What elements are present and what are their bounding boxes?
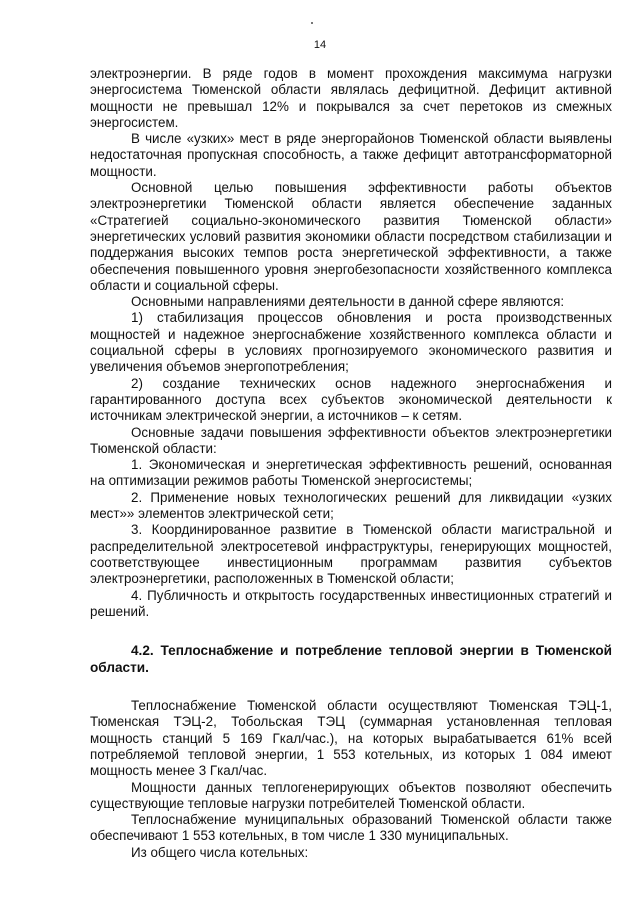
paragraph: Основные задачи повышения эффективности объектов электроэнергетики Тюменской области:: [90, 424, 612, 456]
paragraph: электроэнергии. В ряде годов в момент прохождения максимума нагрузки энергосистема Тюменской области являлась дефицитной. Дефицит активной мощности не превышал 12% и покрывался за счет перетоков из смежных энергосистем.: [90, 66, 612, 130]
list-item: 2. Применение новых технологических решений для ликвидации «узких мест»» элементов электрической сети;: [90, 489, 612, 522]
paragraph: Мощности данных теплогенерирующих объектов позволяют обеспечить существующие тепловые нагрузки потребителей Тюменской области.: [90, 779, 612, 811]
list-item: 4. Публичность и открытость государственных инвестиционных стратегий и решений.: [90, 587, 612, 619]
list-item: 3. Координированное развитие в Тюменской области магистральной и распределительной электросетевой инфраструктуры, генерирующих мощностей, соответствующее инвестиционным программам развития субъектов электроэнергетики, расположенных в Тюменской области;: [90, 522, 612, 587]
list-item: 1) стабилизация процессов обновления и роста производственных мощностей и надежное энергоснабжение хозяйственного комплекса области и социальной сферы в условиях прогнозируемого экономического развития и увеличения объемов энергопотребления;: [90, 310, 612, 375]
section-heading: 4.2. Теплоснабжение и потребление тепловой энергии в Тюменской области.: [90, 643, 612, 676]
list-item: 2) создание технических основ надежного энергоснабжения и гарантированного доступа всех субъектов экономической деятельности к источникам электрической энергии, а источников – к сетям.: [90, 375, 612, 424]
page-number: 14: [313, 39, 327, 51]
list-item: 1. Экономическая и энергетическая эффективность решений, основанная на оптимизации режимов работы Тюменской энергосистемы;: [90, 457, 612, 489]
paragraph: В числе «узких» мест в ряде энергорайонов Тюменской области выявлены недостаточная пропускная способность, а также дефицит автотрансформаторной мощности.: [90, 131, 612, 179]
paragraph: Из общего числа котельных:: [131, 844, 309, 860]
paragraph: Теплоснабжение Тюменской области осуществляют Тюменская ТЭЦ-1, Тюменская ТЭЦ-2, Тобольская ТЭЦ (суммарная установленная тепловая мощность станций 5 169 Гкал/час.), на которых вырабатывается 61% всей потребляемой тепловой энергии, 1 553 котельных, из которых 1 084 имеют мощность менее 3 Гкал/час.: [90, 698, 612, 779]
paragraph: Теплоснабжение муниципальных образований Тюменской области также обеспечивают 1 553 котельных, в том числе 1 330 муниципальных.: [90, 812, 612, 844]
scan-speck: [311, 22, 313, 24]
paragraph: Основной целью повышения эффективности работы объектов электроэнергетики Тюменской области является обеспечение заданных «Стратегией социально-экономического развития Тюменской области» энергетических условий развития экономики области посредством стабилизации и поддержания высоких темпов роста энергетической эффективности, а также обеспечения повышенного уровня энергобезопасности хозяйственного комплекса области и социальной сферы.: [90, 180, 612, 293]
document-body: [90, 66, 612, 861]
paragraph: Основными направлениями деятельности в данной сфере являются:: [131, 294, 565, 310]
